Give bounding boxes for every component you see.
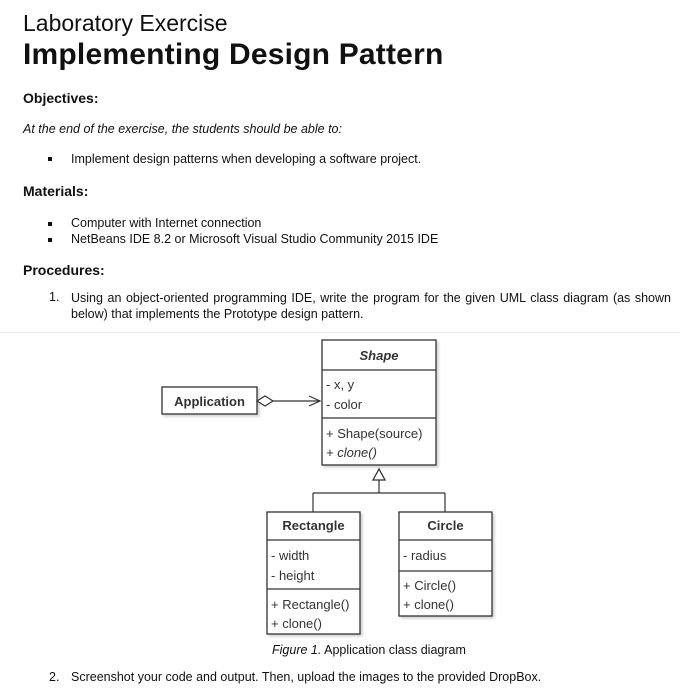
step-text: Using an object-oriented programming IDE, write the program for the given UML class diagram (as shown below) that implements the Prototype design pattern.	[71, 291, 671, 321]
shape-method: + clone()	[326, 445, 377, 460]
material-item: Computer with Internet connection	[71, 216, 262, 230]
shape-field: - color	[326, 397, 363, 412]
application-label: Application	[174, 394, 245, 409]
objectives-heading: Objectives:	[23, 90, 99, 106]
objectives-intro: At the end of the exercise, the students should be able to:	[23, 122, 342, 136]
circle-field: - radius	[403, 548, 447, 563]
inheritance-arrow	[313, 469, 445, 512]
bullet-icon	[48, 157, 52, 161]
circle-method: + Circle()	[403, 578, 457, 593]
procedures-heading: Procedures:	[23, 262, 105, 278]
exercise-label: Laboratory Exercise	[23, 10, 228, 36]
uml-class-diagram	[0, 334, 680, 644]
rectangle-class	[267, 512, 360, 634]
step-text: Screenshot your code and output. Then, upload the images to the provided DropBox.	[71, 670, 542, 684]
rectangle-field: - height	[271, 568, 315, 583]
figure-caption	[272, 643, 466, 657]
shape-method: + Shape(source)	[326, 426, 423, 441]
shape-field: - x, y	[326, 377, 355, 392]
step-number: 2.	[49, 670, 60, 684]
objective-item: Implement design patterns when developing a software project.	[71, 152, 422, 166]
circle-name: Circle	[427, 518, 464, 533]
divider	[0, 332, 680, 333]
shape-class	[322, 340, 436, 465]
rectangle-name: Rectangle	[282, 518, 345, 533]
step-number: 1.	[49, 290, 60, 304]
figure-caption-text: Application class diagram	[324, 643, 466, 657]
rectangle-method: + clone()	[271, 616, 322, 631]
bullet-icon	[48, 222, 52, 226]
circle-method: + clone()	[403, 597, 454, 612]
exercise-title: Implementing Design Pattern	[23, 38, 444, 71]
rectangle-method: + Rectangle()	[271, 597, 350, 612]
circle-class	[399, 512, 492, 616]
figure-label: Figure 1.	[272, 643, 322, 657]
rectangle-field: - width	[271, 548, 310, 563]
material-item: NetBeans IDE 8.2 or Microsoft Visual Studio Community 2015 IDE	[71, 232, 439, 246]
shape-name: Shape	[359, 348, 399, 363]
materials-heading: Materials:	[23, 183, 89, 199]
application-class	[162, 387, 257, 414]
bullet-icon	[48, 238, 52, 242]
aggregation-arrow	[257, 396, 320, 406]
